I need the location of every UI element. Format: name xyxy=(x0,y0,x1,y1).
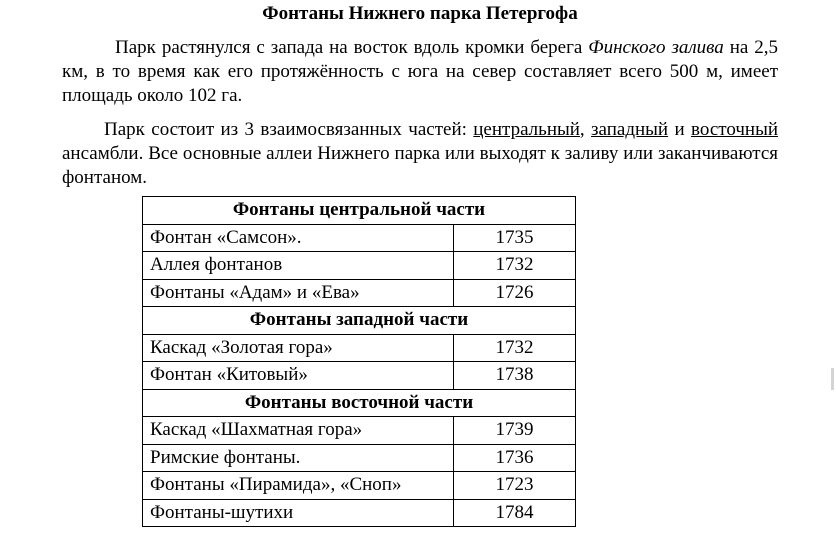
western-ensemble-link: западный xyxy=(591,119,669,140)
fountain-year: 1738 xyxy=(454,362,576,390)
paragraph-text: на 2,5 км, в то время как его протяжённость с юга на север составляет всего 500 м, имеет площадь около 102 га. xyxy=(62,37,778,106)
paragraph-park-parts xyxy=(62,118,778,190)
table-row xyxy=(143,362,576,390)
section-title-western: Фонтаны западной части xyxy=(143,307,576,335)
fountain-name: Каскад «Золотая гора» xyxy=(143,334,454,362)
separator-text: и xyxy=(668,119,692,140)
fountain-year: 1736 xyxy=(454,444,576,472)
fountains-table xyxy=(142,196,576,527)
document-page xyxy=(62,0,778,190)
fountain-name: Фонтаны «Адам» и «Ева» xyxy=(143,279,454,307)
fountain-name: Фонтан «Китовый» xyxy=(143,362,454,390)
fountain-name: Фонтаны «Пирамида», «Сноп» xyxy=(143,472,454,500)
scrollbar-thumb[interactable] xyxy=(831,368,834,390)
fountain-name: Римские фонтаны. xyxy=(143,444,454,472)
section-title-central: Фонтаны центральной части xyxy=(143,197,576,225)
table-row xyxy=(143,224,576,252)
fountain-year: 1735 xyxy=(454,224,576,252)
section-header-row xyxy=(143,389,576,417)
table-row xyxy=(143,499,576,527)
paragraph-text: Парк состоит из 3 взаимосвязанных частей: xyxy=(104,119,474,140)
document-title: Фонтаны Нижнего парка Петергофа xyxy=(262,3,578,24)
eastern-ensemble-link: восточный xyxy=(691,119,778,140)
fountain-year: 1723 xyxy=(454,472,576,500)
paragraph-text: ансамбли. Все основные аллеи Нижнего парка или выходят к заливу или заканчиваются фонтаном. xyxy=(62,143,778,188)
table-row xyxy=(143,417,576,445)
fountain-year: 1726 xyxy=(454,279,576,307)
separator-text: , xyxy=(579,119,592,140)
table-row xyxy=(143,252,576,280)
fountain-year: 1784 xyxy=(454,499,576,527)
gulf-name-italic: Финского залива xyxy=(588,37,724,58)
fountain-year: 1732 xyxy=(454,252,576,280)
table-row xyxy=(143,444,576,472)
fountain-name: Каскад «Шахматная гора» xyxy=(143,417,454,445)
section-title-eastern: Фонтаны восточной части xyxy=(143,389,576,417)
fountain-name: Фонтаны-шутихи xyxy=(143,499,454,527)
fountain-name: Аллея фонтанов xyxy=(143,252,454,280)
fountain-year: 1732 xyxy=(454,334,576,362)
paragraph-park-extent xyxy=(62,36,778,108)
section-header-row xyxy=(143,307,576,335)
table-row xyxy=(143,279,576,307)
paragraph-text: Парк растянулся с запада на восток вдоль кромки берега xyxy=(115,37,589,58)
central-ensemble-link: центральный xyxy=(473,119,580,140)
table-row xyxy=(143,334,576,362)
table-row xyxy=(143,472,576,500)
fountain-name: Фонтан «Самсон». xyxy=(143,224,454,252)
fountain-year: 1739 xyxy=(454,417,576,445)
section-header-row xyxy=(143,197,576,225)
